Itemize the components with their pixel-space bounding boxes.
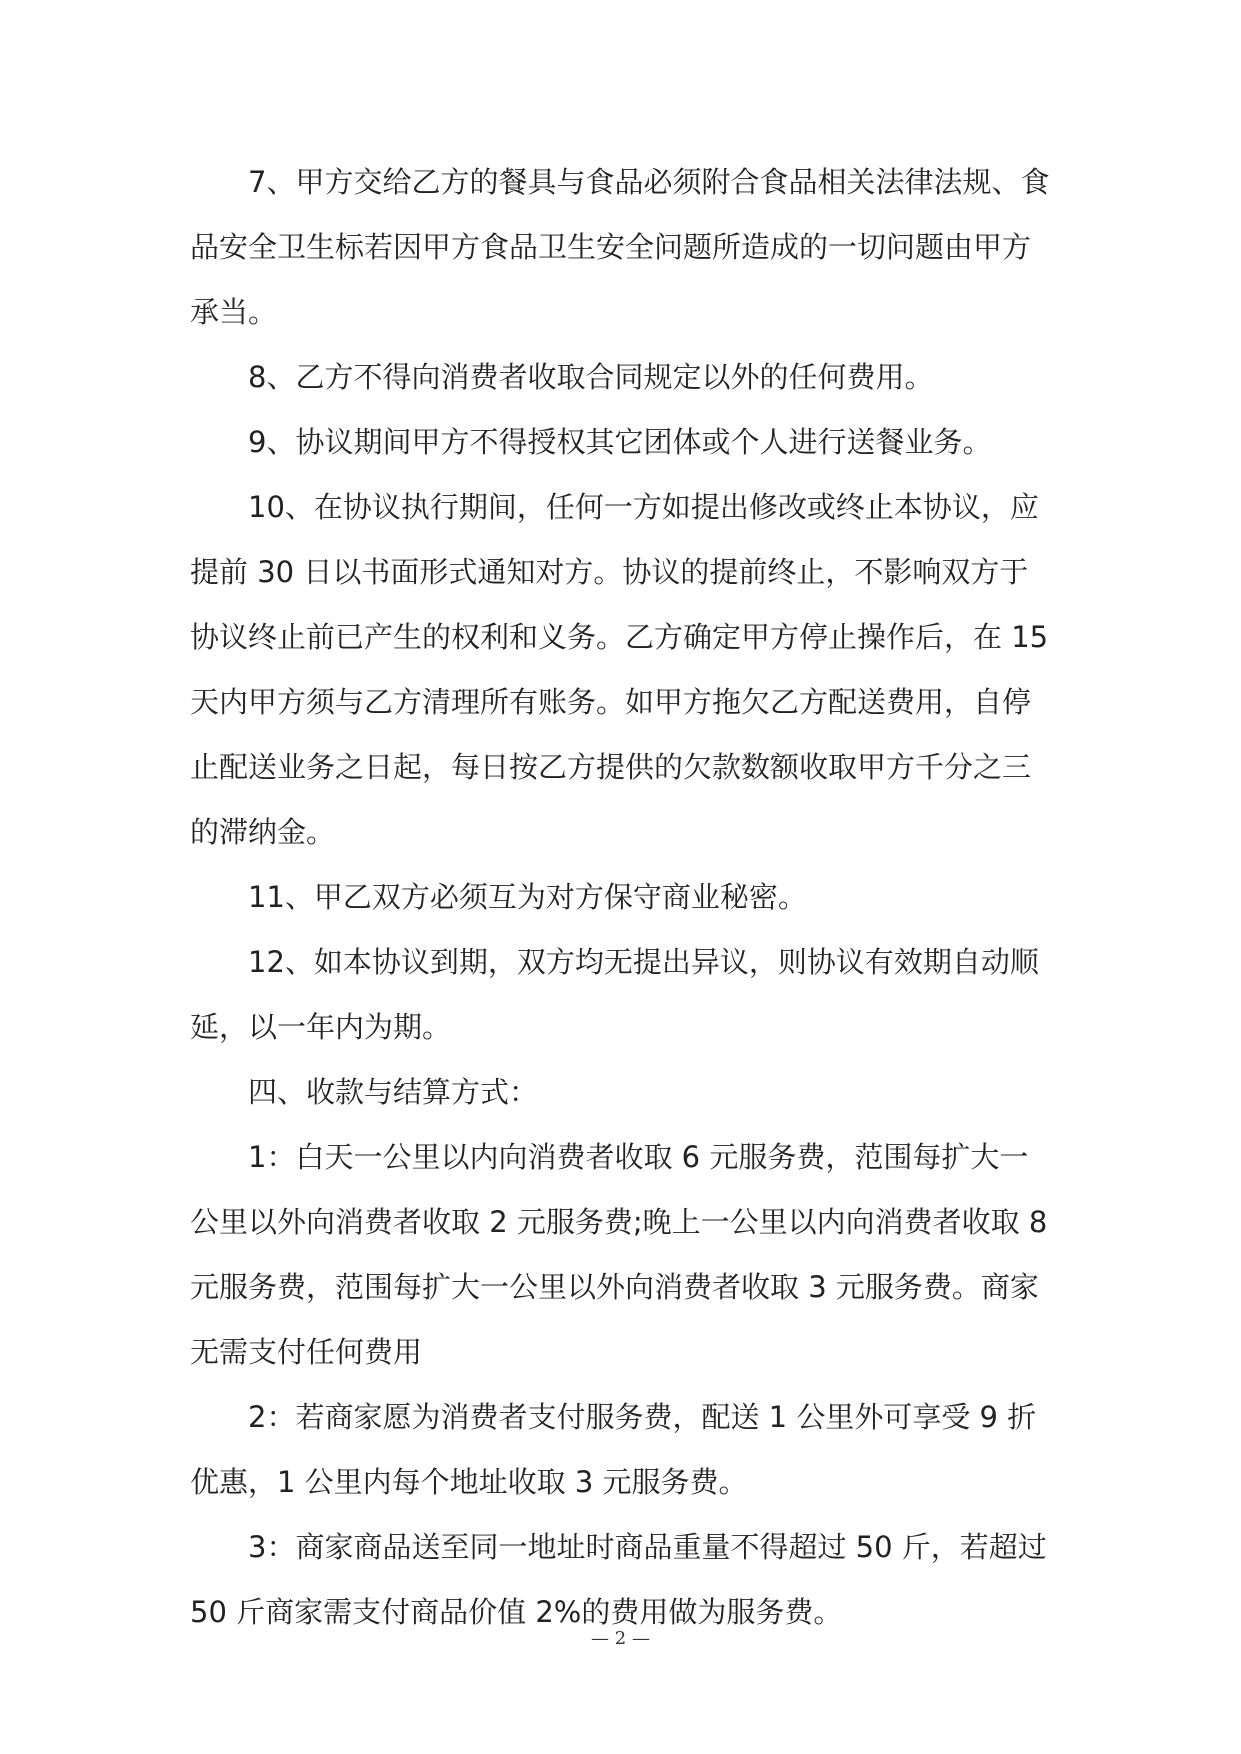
paragraph-payment-1: 1：白天一公里以内向消费者收取 6 元服务费，范围每扩大一公里以外向消费者收取 2 元服务费;晚上一公里以内向消费者收取 8 元服务费，范围每扩大一公里以外向消费者收取 3 元服务费。商家无需支付任何费用 [190,1140,1048,1369]
paragraph-clause-12: 12、如本协议到期，双方均无提出异议，则协议有效期自动顺延，以一年内为期。 [190,945,1039,1044]
paragraph-payment-2: 2：若商家愿为消费者支付服务费，配送 1 公里外可享受 9 折优惠，1 公里内每个地址收取 3 元服务费。 [190,1400,1037,1499]
paragraph-clause-11: 11、甲乙双方必须互为对方保守商业秘密。 [248,880,807,914]
paragraph-clause-9: 9、协议期间甲方不得授权其它团体或个人进行送餐业务。 [248,425,992,459]
paragraph-clause-7: 7、甲方交给乙方的餐具与食品必须附合食品相关法律法规、食品安全卫生标若因甲方食品卫生安全问题所造成的一切问题由甲方承当。 [190,165,1050,329]
paragraph-clause-10: 10、在协议执行期间，任何一方如提出修改或终止本协议，应提前 30 日以书面形式通知对方。协议的提前终止，不影响双方于协议终止前已产生的权利和义务。乙方确定甲方停止操作后，在 15 天内甲方须与乙方清理所有账务。如甲方拖欠乙方配送费用，自停止配送业务之日起，每日按乙方提供的欠款数额收取甲方千分之三的滞纳金。 [190,490,1049,849]
document-body [190,150,1050,1645]
page-number: — 2 — [591,1628,650,1649]
paragraph-payment-3: 3：商家商品送至同一地址时商品重量不得超过 50 斤，若超过 50 斤商家需支付商品价值 2%的费用做为服务费。 [190,1530,1047,1629]
section-heading-payment: 四、收款与结算方式： [248,1075,539,1109]
paragraph-clause-8: 8、乙方不得向消费者收取合同规定以外的任何费用。 [248,360,934,394]
